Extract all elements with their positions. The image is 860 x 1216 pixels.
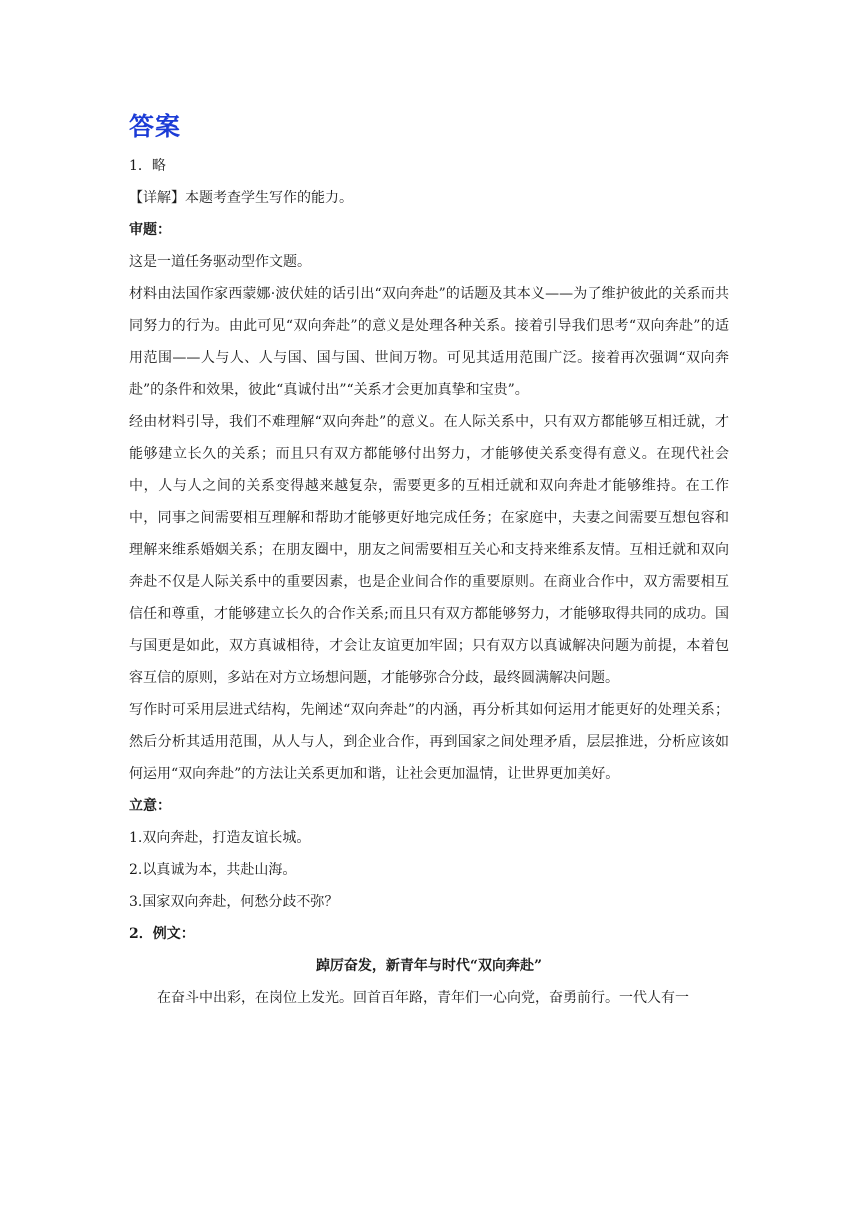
question-1-label: 1．略 (129, 158, 166, 174)
example-essay-label: 2．例文： (129, 926, 195, 942)
intent-section-title: 立意： (129, 798, 171, 814)
answer-heading: 答案 (129, 112, 182, 141)
analysis-paragraph-3: 写作时可采用层进式结构，先阐述“双向奔赴”的内涵，再分析其如何运用才能更好的处理关系；然后分析其适用范围，从人与人，到企业合作，再到国家之间处理矛盾，层层推进，分析应该如何运用“双向奔赴”的方法让关系更加和谐，让社会更加温情，让世界更加美好。 (129, 702, 729, 782)
intent-item-1: 1.双向奔赴，打造友谊长城。 (129, 830, 311, 846)
review-type-text: 这是一道任务驱动型作文题。 (129, 254, 311, 270)
intent-item-3: 3.国家双向奔赴，何愁分歧不弥？ (129, 894, 339, 910)
analysis-paragraph-1: 材料由法国作家西蒙娜·波伏娃的话引出“双向奔赴”的话题及其本义——为了维护彼此的关系而共同努力的行为。由此可见“双向奔赴”的意义是处理各种关系。接着引导我们思考“双向奔赴”的适用范围——人与人、人与国、国与国、世间万物。可见其适用范围广泛。接着再次强调“双向奔赴”的条件和效果，彼此“真诚付出”“关系才会更加真挚和宝贵”。 (129, 286, 729, 398)
analysis-paragraph-2: 经由材料引导，我们不难理解“双向奔赴”的意义。在人际关系中，只有双方都能够互相迁就，才能够建立长久的关系；而且只有双方都能够付出努力，才能够使关系变得有意义。在现代社会中，人与人之间的关系变得越来越复杂，需要更多的互相迁就和双向奔赴才能够维持。在工作中，同事之间需要相互理解和帮助才能够更好地完成任务；在家庭中，夫妻之间需要互想包容和理解来维系婚姻关系；在朋友圈中，朋友之间需要相互关心和支持来维系友情。互相迁就和双向奔赴不仅是人际关系中的重要因素，也是企业间合作的重要原则。在商业合作中，双方需要相互信任和尊重，才能够建立长久的合作关系;而且只有双方都能够努力，才能够取得共同的成功。国与国更是如此，双方真诚相待，才会让友谊更加牢固；只有双方以真诚解决问题为前提，本着包容互信的原则，多站在对方立场想问题，才能够弥合分歧，最终圆满解决问题。 (129, 414, 729, 686)
answer-document (129, 108, 729, 1014)
intent-item-2: 2.以真诚为本，共赴山海。 (129, 862, 297, 878)
detail-explanation: 【详解】本题考查学生写作的能力。 (129, 190, 353, 206)
essay-title: 踔厉奋发，新青年与时代“双向奔赴” (315, 958, 543, 974)
essay-first-line: 在奋斗中出彩，在岗位上发光。回首百年路，青年们一心向党，奋勇前行。一代人有一 (157, 990, 689, 1006)
review-section-title: 审题： (129, 222, 171, 238)
